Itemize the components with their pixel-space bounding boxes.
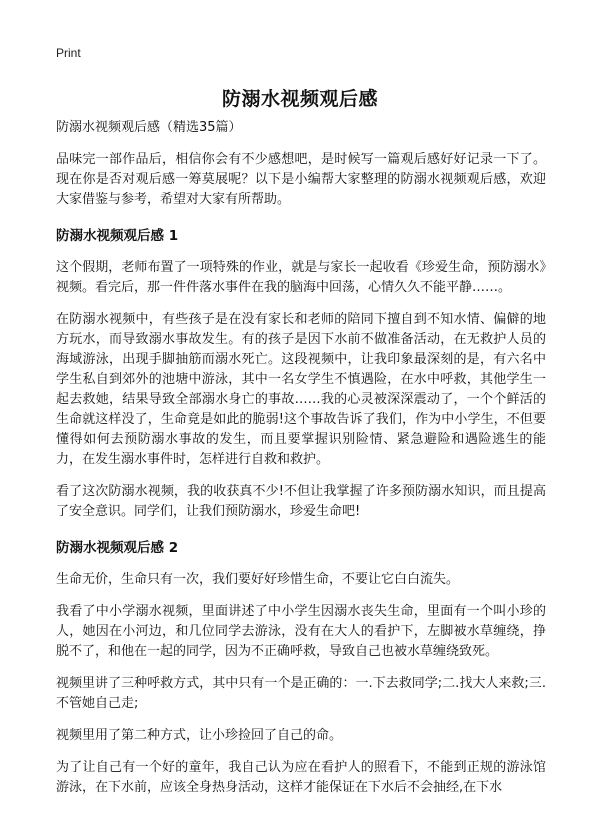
paragraph: 生命无价，生命只有一次，我们要好好珍惜生命，不要让它白白流失。: [56, 572, 460, 587]
paragraph: 在防溺水视频中，有些孩子是在没有家长和老师的陪同下擅自到不知水情、偏僻的地方玩水，而导致溺水事故发生。有的孩子是因下水前不做准备活动，在无救护人员的海域游泳，出现手脚抽筋而溺水死亡。这段视频中，让我印象最深刻的是，有六名中学生私自到郊外的池塘中游泳，其中一名女学生不慎遇险，在水中呼救，其他学生一起去救她，结果导致全部溺水身亡的事故……我的心灵被深深震动了，一个个鲜活的生命就这样没了，生命竟是如此的脆弱!这个事故告诉了我们，作为中小学生，不但要懂得如何去预防溺水事故的发生，而且要掌握识别险情、紧急避险和遇险逃生的能力，在发生溺水事件时，怎样进行自救和救护。: [56, 312, 546, 467]
document-body: [56, 118, 546, 810]
intro-paragraph: 品味完一部作品后，相信你会有不少感想吧，是时候写一篇观后感好好记录一下了。现在你是否对观后感一筹莫展呢？以下是小编帮大家整理的防溺水视频观后感，欢迎大家借鉴与参考，希望对大家有所帮助。: [56, 152, 546, 207]
paragraph: 我看了中小学溺水视频，里面讲述了中小学生因溺水丧失生命，里面有一个叫小珍的人，她因在小河边，和几位同学去游泳，没有在大人的看护下，左脚被水草缠绕，挣脱不了，和他在一起的同学，因为不正确呼救，导致自己也被水草缠绕致死。: [56, 604, 546, 659]
paragraph: 视频里用了第二种方式，让小珍捡回了自己的命。: [56, 728, 343, 743]
section-2: [56, 538, 546, 798]
page-title: 防溺水视频观后感: [221, 88, 378, 110]
section-1: [56, 226, 546, 522]
print-link[interactable]: Print: [56, 46, 81, 60]
paragraph: 看了这次防溺水视频，我的收获真不少!不但让我掌握了许多预防溺水知识，而且提高了安全意识。同学们，让我们预防溺水，珍爱生命吧!: [56, 484, 546, 519]
paragraph: 视频里讲了三种呼救方式，其中只有一个是正确的：一.下去救同学;二.找大人来救;三.不管她自己走;: [56, 676, 546, 711]
paragraph: 这个假期，老师布置了一项特殊的作业，就是与家长一起收看《珍爱生命，预防溺水》视频。看完后，那一件件落水事件在我的脑海中回荡，心情久久不能平静……。: [56, 260, 546, 295]
document-subtitle: 防溺水视频观后感（精选35篇）: [56, 120, 242, 135]
paragraph: 为了让自己有一个好的童年，我自己认为应在看护人的照看下，不能到正规的游泳馆游泳，在下水前，应该全身热身活动，这样才能保证在下水后不会抽经,在下水: [56, 760, 546, 795]
section-heading: 防溺水视频观后感 1: [56, 228, 179, 244]
section-heading: 防溺水视频观后感 2: [56, 540, 179, 556]
